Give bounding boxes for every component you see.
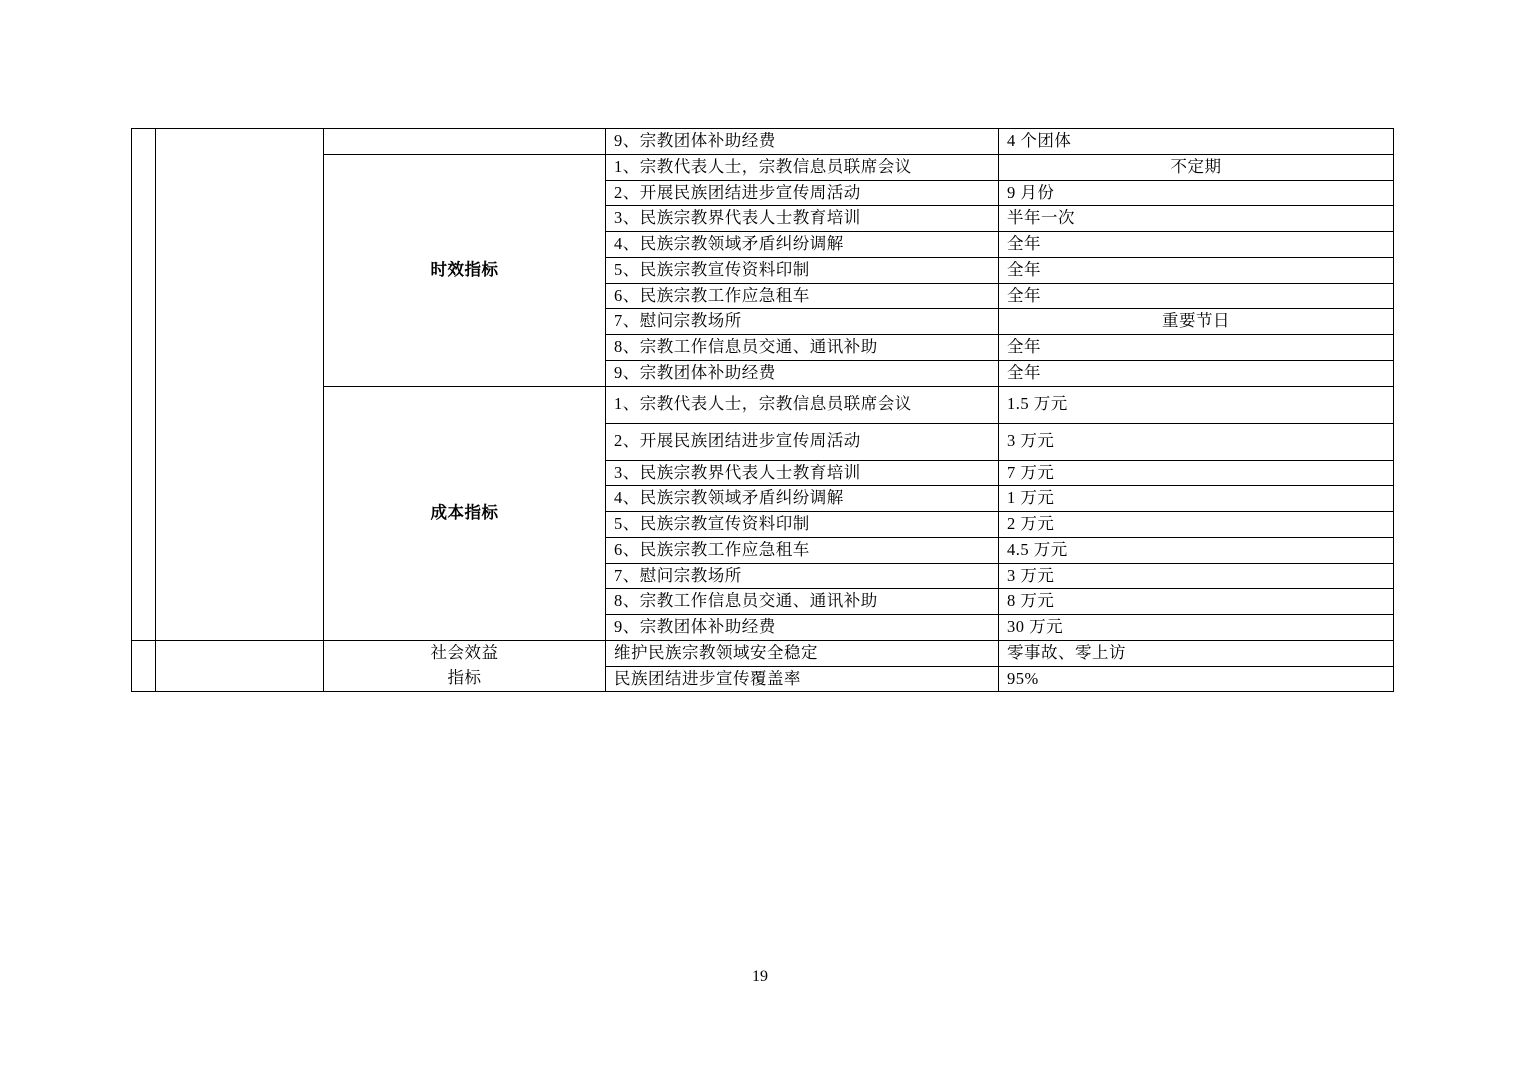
table-row (132, 640, 1394, 666)
indicator-item: 3、民族宗教界代表人士教育培训 (606, 460, 999, 486)
indicator-value: 7 万元 (999, 460, 1394, 486)
indicator-item: 维护民族宗教领域安全稳定 (606, 640, 999, 666)
indicator-item: 9、宗教团体补助经费 (606, 129, 999, 155)
indicator-item: 6、民族宗教工作应急租车 (606, 283, 999, 309)
indicator-value: 4 个团体 (999, 129, 1394, 155)
indicator-value: 95% (999, 666, 1394, 692)
indicator-item: 8、宗教工作信息员交通、通讯补助 (606, 335, 999, 361)
merged-cell-index-column (132, 129, 156, 641)
indicator-item: 5、民族宗教宣传资料印制 (606, 257, 999, 283)
indicator-value: 全年 (999, 360, 1394, 386)
indicator-value: 全年 (999, 283, 1394, 309)
indicator-item: 2、开展民族团结进步宣传周活动 (606, 180, 999, 206)
indicator-value: 全年 (999, 335, 1394, 361)
indicator-item: 9、宗教团体补助经费 (606, 615, 999, 641)
table-row (132, 129, 1394, 155)
category-line-2: 指标 (447, 668, 482, 687)
performance-indicator-table (131, 128, 1394, 692)
indicator-value: 半年一次 (999, 206, 1394, 232)
indicator-item: 5、民族宗教宣传资料印制 (606, 512, 999, 538)
indicator-item: 4、民族宗教领域矛盾纠纷调解 (606, 486, 999, 512)
indicator-item: 1、宗教代表人士，宗教信息员联席会议 (606, 386, 999, 423)
merged-cell-indicator-column-2 (156, 640, 324, 692)
indicator-value: 全年 (999, 257, 1394, 283)
indicator-item: 3、民族宗教界代表人士教育培训 (606, 206, 999, 232)
indicator-value: 不定期 (999, 154, 1394, 180)
indicator-value: 3 万元 (999, 563, 1394, 589)
page-number: 19 (752, 968, 768, 985)
indicator-value: 零事故、零上访 (999, 640, 1394, 666)
indicator-item: 4、民族宗教领域矛盾纠纷调解 (606, 232, 999, 258)
category-cell-continuation (324, 129, 606, 155)
indicator-value: 30 万元 (999, 615, 1394, 641)
indicator-value: 1.5 万元 (999, 386, 1394, 423)
indicator-item: 2、开展民族团结进步宣传周活动 (606, 423, 999, 460)
indicator-item: 9、宗教团体补助经费 (606, 360, 999, 386)
indicator-value: 4.5 万元 (999, 537, 1394, 563)
indicator-item: 民族团结进步宣传覆盖率 (606, 666, 999, 692)
merged-cell-index-column-2 (132, 640, 156, 692)
indicator-item: 7、慰问宗教场所 (606, 563, 999, 589)
indicator-item: 6、民族宗教工作应急租车 (606, 537, 999, 563)
indicator-value: 重要节日 (999, 309, 1394, 335)
indicator-item: 1、宗教代表人士，宗教信息员联席会议 (606, 154, 999, 180)
category-line-1: 社会效益 (430, 643, 499, 663)
category-cell-social-benefit (324, 640, 606, 692)
indicator-item: 7、慰问宗教场所 (606, 309, 999, 335)
merged-cell-indicator-column (156, 129, 324, 641)
category-cell-cost: 成本指标 (324, 386, 606, 640)
category-cell-timeliness: 时效指标 (324, 154, 606, 386)
indicator-value: 8 万元 (999, 589, 1394, 615)
indicator-value: 3 万元 (999, 423, 1394, 460)
indicator-value: 全年 (999, 232, 1394, 258)
indicator-value: 1 万元 (999, 486, 1394, 512)
indicator-value: 9 月份 (999, 180, 1394, 206)
indicator-value: 2 万元 (999, 512, 1394, 538)
indicator-item: 8、宗教工作信息员交通、通讯补助 (606, 589, 999, 615)
